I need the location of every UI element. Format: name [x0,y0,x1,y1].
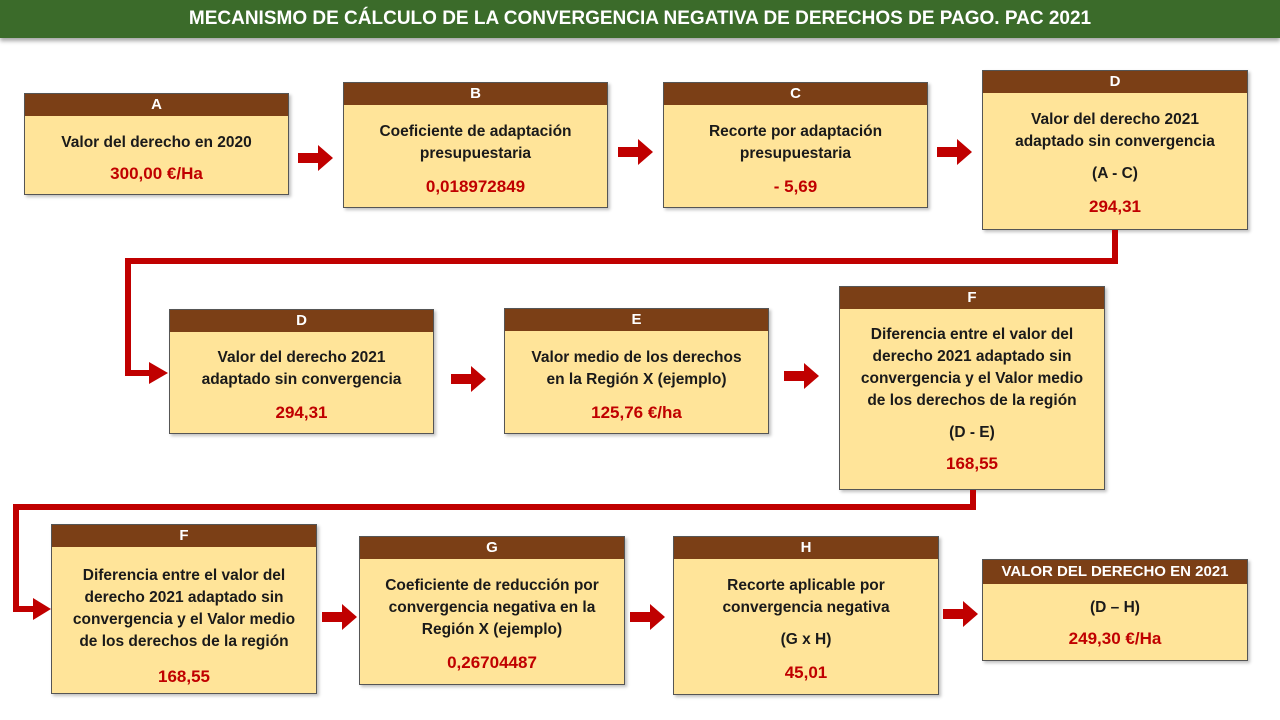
box-d-header: D [983,71,1247,93]
box-c [663,82,928,208]
box-d-text: Valor del derecho 2021 adaptado sin convergencia [1015,111,1215,150]
connector-f-row2-to-row3 [6,488,986,628]
box-f3-value: 168,55 [158,667,210,686]
box-d-formula: (A - C) [1092,165,1138,182]
box-g-text: Coeficiente de reducción por convergencia negativa en la Región X (ejemplo) [385,577,599,638]
box-final-header: VALOR DEL DERECHO EN 2021 [983,560,1247,584]
box-a-header: A [25,94,288,116]
arrow-right-icon [618,139,654,165]
box-h-value: 45,01 [784,663,828,682]
box-d2-text: Valor del derecho 2021 adaptado sin convergencia [201,349,402,388]
arrow-right-icon [937,139,973,165]
box-e-header: E [505,309,768,331]
box-d-row1 [982,70,1248,230]
page-title: MECANISMO DE CÁLCULO DE LA CONVERGENCIA NEGATIVA DE DERECHOS DE PAGO. PAC 2021 [0,0,1280,38]
box-f3-header: F [52,525,316,547]
box-d2-header: D [170,310,433,332]
box-c-header: C [664,83,927,105]
box-f-formula: (D - E) [949,424,995,441]
arrow-right-icon [298,145,334,171]
box-d2-value: 294,31 [275,403,328,422]
box-b-text: Coeficiente de adaptación presupuestaria [379,123,572,162]
box-a-value: 300,00 €/Ha [110,164,203,183]
box-h-text: Recorte aplicable por convergencia negativa [722,577,890,616]
box-h-header: H [674,537,938,559]
box-b [343,82,608,208]
box-c-text: Recorte por adaptación presupuestaria [708,123,883,162]
box-final-value: 249,30 €/Ha [1068,629,1162,648]
box-b-value: 0,018972849 [425,177,526,196]
box-c-value: - 5,69 [773,177,818,196]
box-final-formula: (D – H) [1090,599,1140,616]
box-f3-text: Diferencia entre el valor del derecho 2021 adaptado sin convergencia y el Valor medio de los derechos de la región [72,567,296,650]
box-e-text: Valor medio de los derechos en la Región X (ejemplo) [531,349,742,388]
box-f-text: Diferencia entre el valor del derecho 2021 adaptado sin convergencia y el Valor medio de los derechos de la región [860,326,1084,409]
box-f-value: 168,55 [946,454,998,473]
box-d-value: 294,31 [1089,197,1141,216]
box-f-header: F [840,287,1104,309]
box-a-text: Valor del derecho en 2020 [61,134,252,151]
box-g-header: G [360,537,624,559]
box-final [982,559,1248,661]
box-b-header: B [344,83,607,105]
box-e-value: 125,76 €/ha [591,403,682,422]
box-g-value: 0,26704487 [447,653,537,672]
box-a [24,93,289,195]
connector-d-row1-to-row2 [118,228,1128,390]
box-h-formula: (G x H) [780,631,832,648]
